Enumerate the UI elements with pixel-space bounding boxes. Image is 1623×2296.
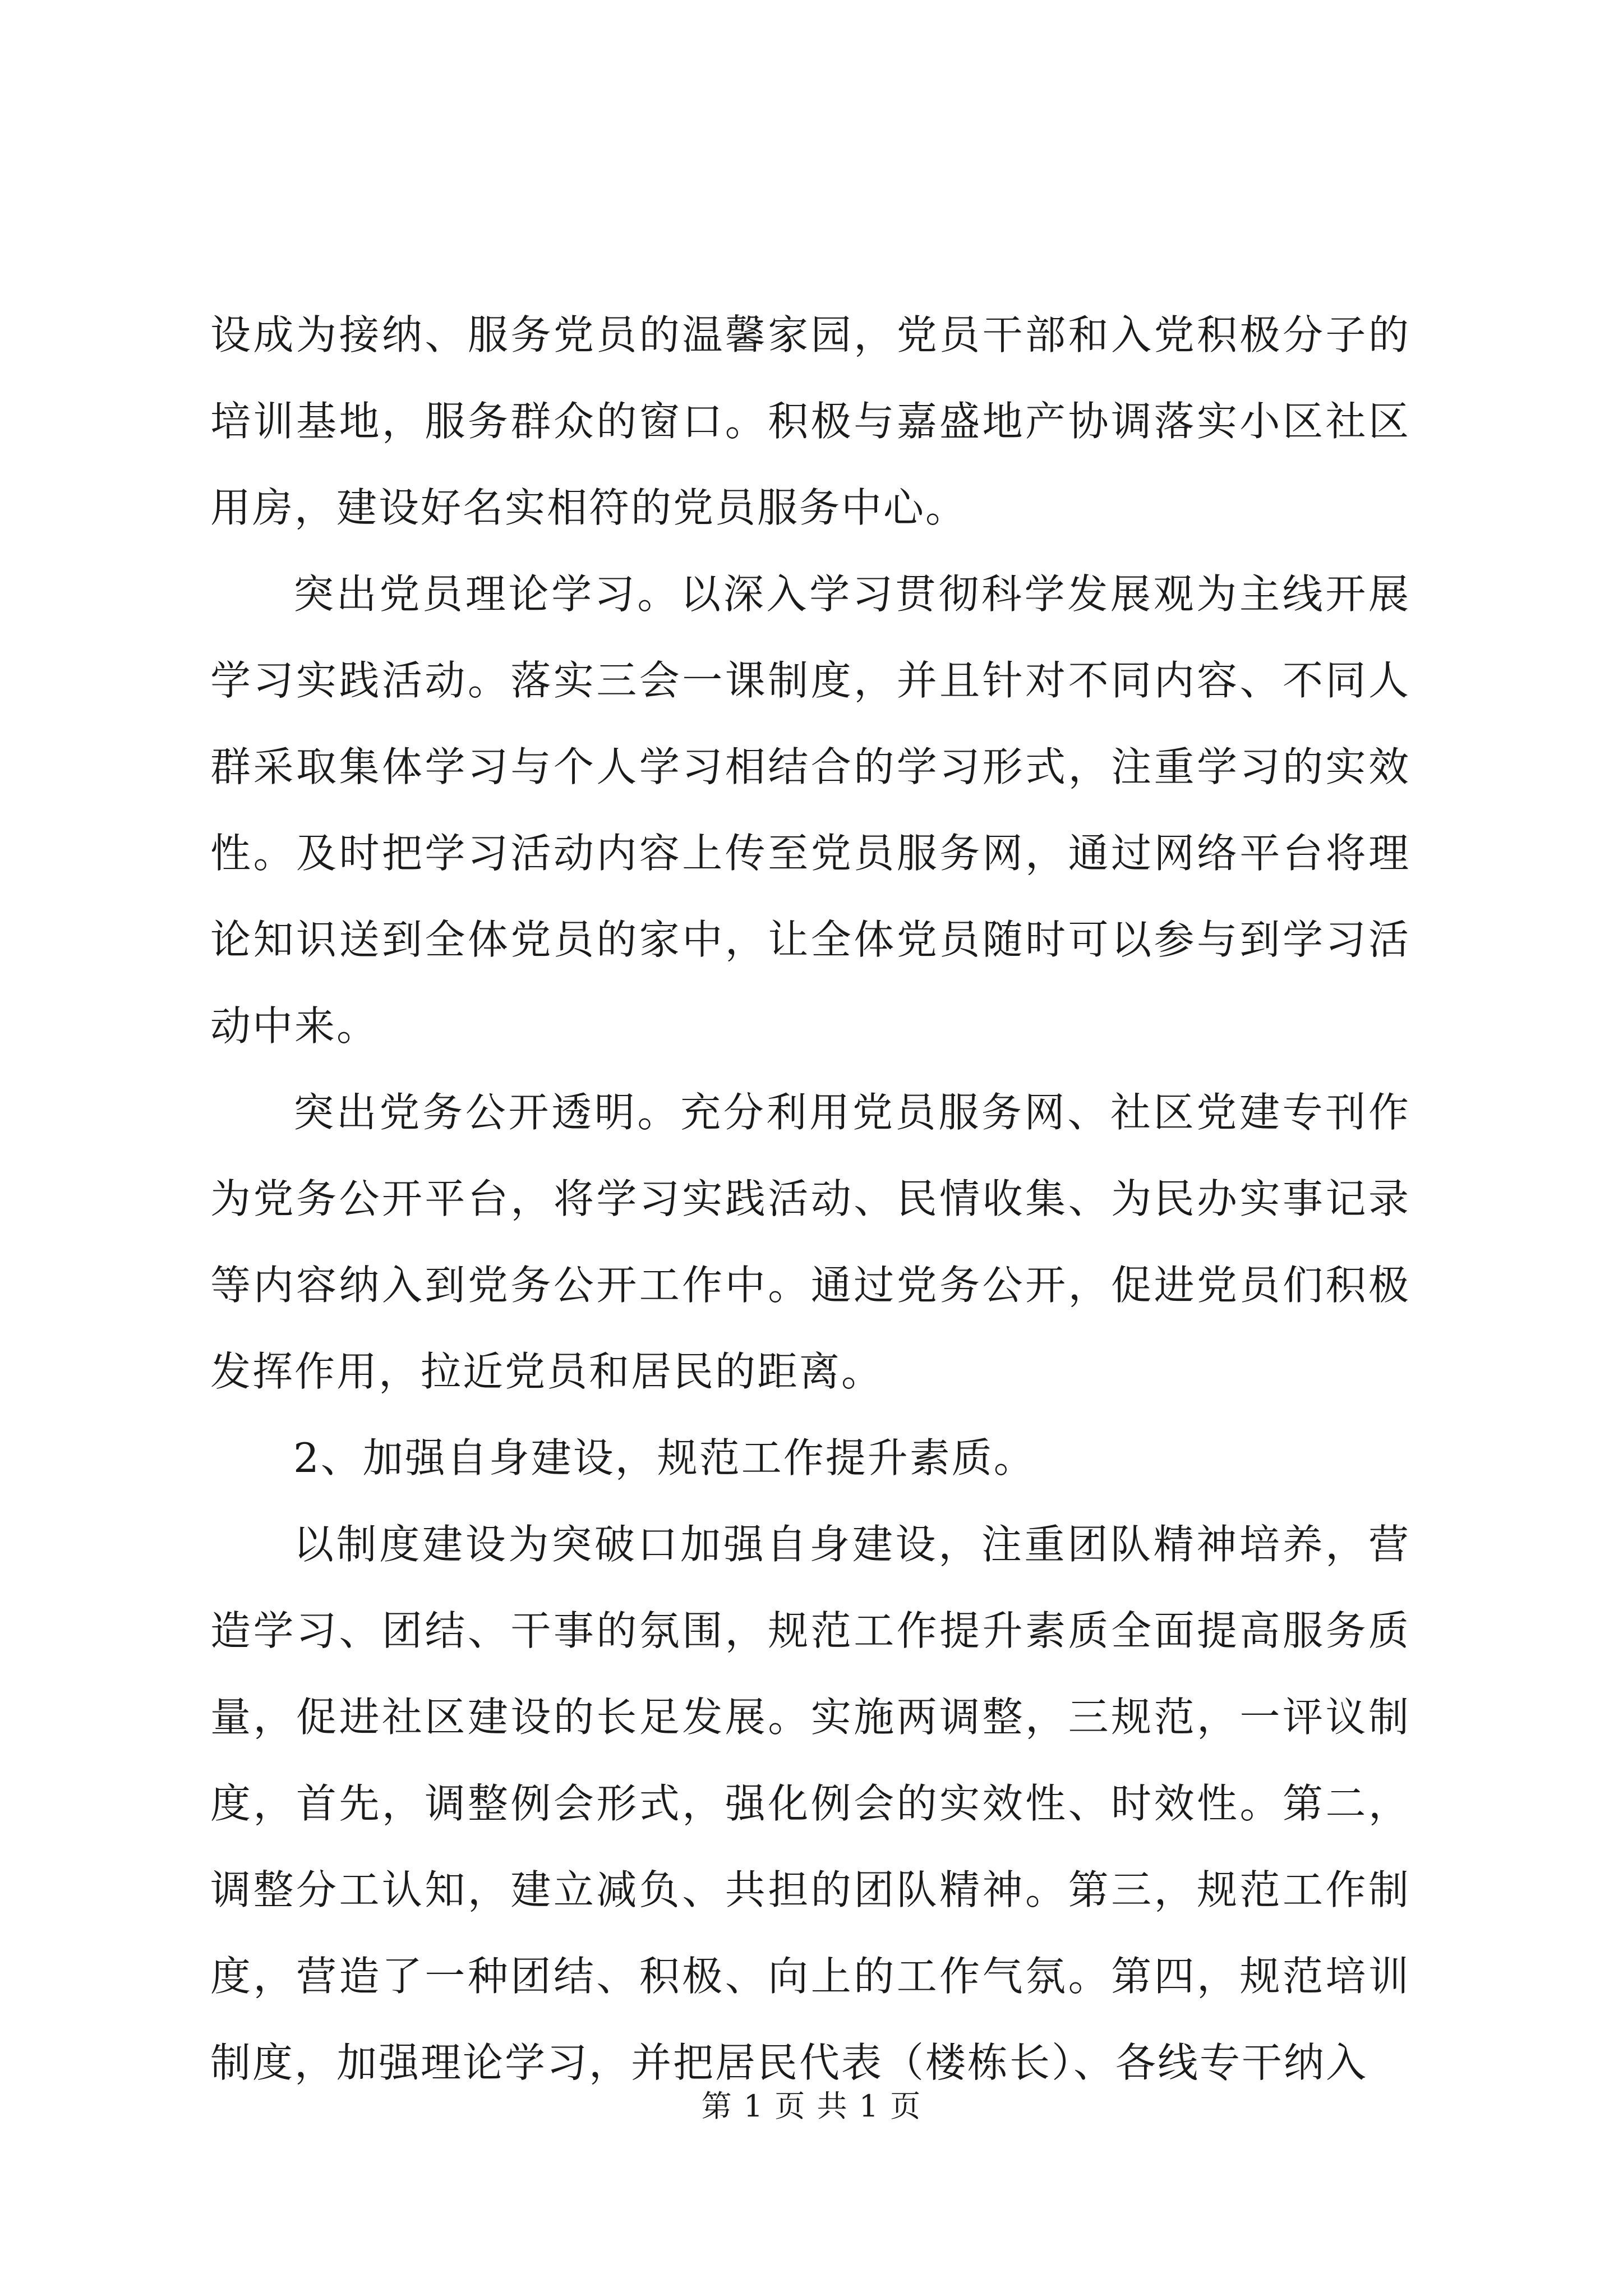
paragraph: 以制度建设为突破口加强自身建设，注重团队精神培养，营造学习、团结、干事的氛围，规范工作提升素质全面提高服务质量，促进社区建设的长足发展。实施两调整，三规范，一评议制度，首先，调整例会形式，强化例会的实效性、时效性。第二，调整分工认知，建立减负、共担的团队精神。第三，规范工作制度，营造了一种团结、积极、向上的工作气氛。第四，规范培训制度，加强理论学习，并把居民代表（楼栋长）、各线专干纳入 [210, 1521, 1410, 2086]
paragraph: 突出党务公开透明。充分利用党员服务网、社区党建专刊作为党务公开平台，将学习实践活动、民情收集、为民办实事记录等内容纳入到党务公开工作中。通过党务公开，促进党员们积极发挥作用，拉近党员和居民的距离。 [210, 1089, 1410, 1395]
page-footer: 第 1 页 共 1 页 [701, 2088, 922, 2124]
paragraph: 突出党员理论学习。以深入学习贯彻科学发展观为主线开展学习实践活动。落实三会一课制度，并且针对不同内容、不同人群采取集体学习与个人学习相结合的学习形式，注重学习的实效性。及时把学习活动内容上传至党员服务网，通过网络平台将理论知识送到全体党员的家中，让全体党员随时可以参与到学习活动中来。 [210, 570, 1410, 1050]
document-body [210, 292, 1410, 2106]
section-heading: 2、加强自身建设，规范工作提升素质。 [293, 1434, 1036, 1481]
paragraph: 设成为接纳、服务党员的温馨家园，党员干部和入党积极分子的培训基地，服务群众的窗口。积极与嘉盛地产协调落实小区社区用房，建设好名实相符的党员服务中心。 [210, 311, 1410, 531]
